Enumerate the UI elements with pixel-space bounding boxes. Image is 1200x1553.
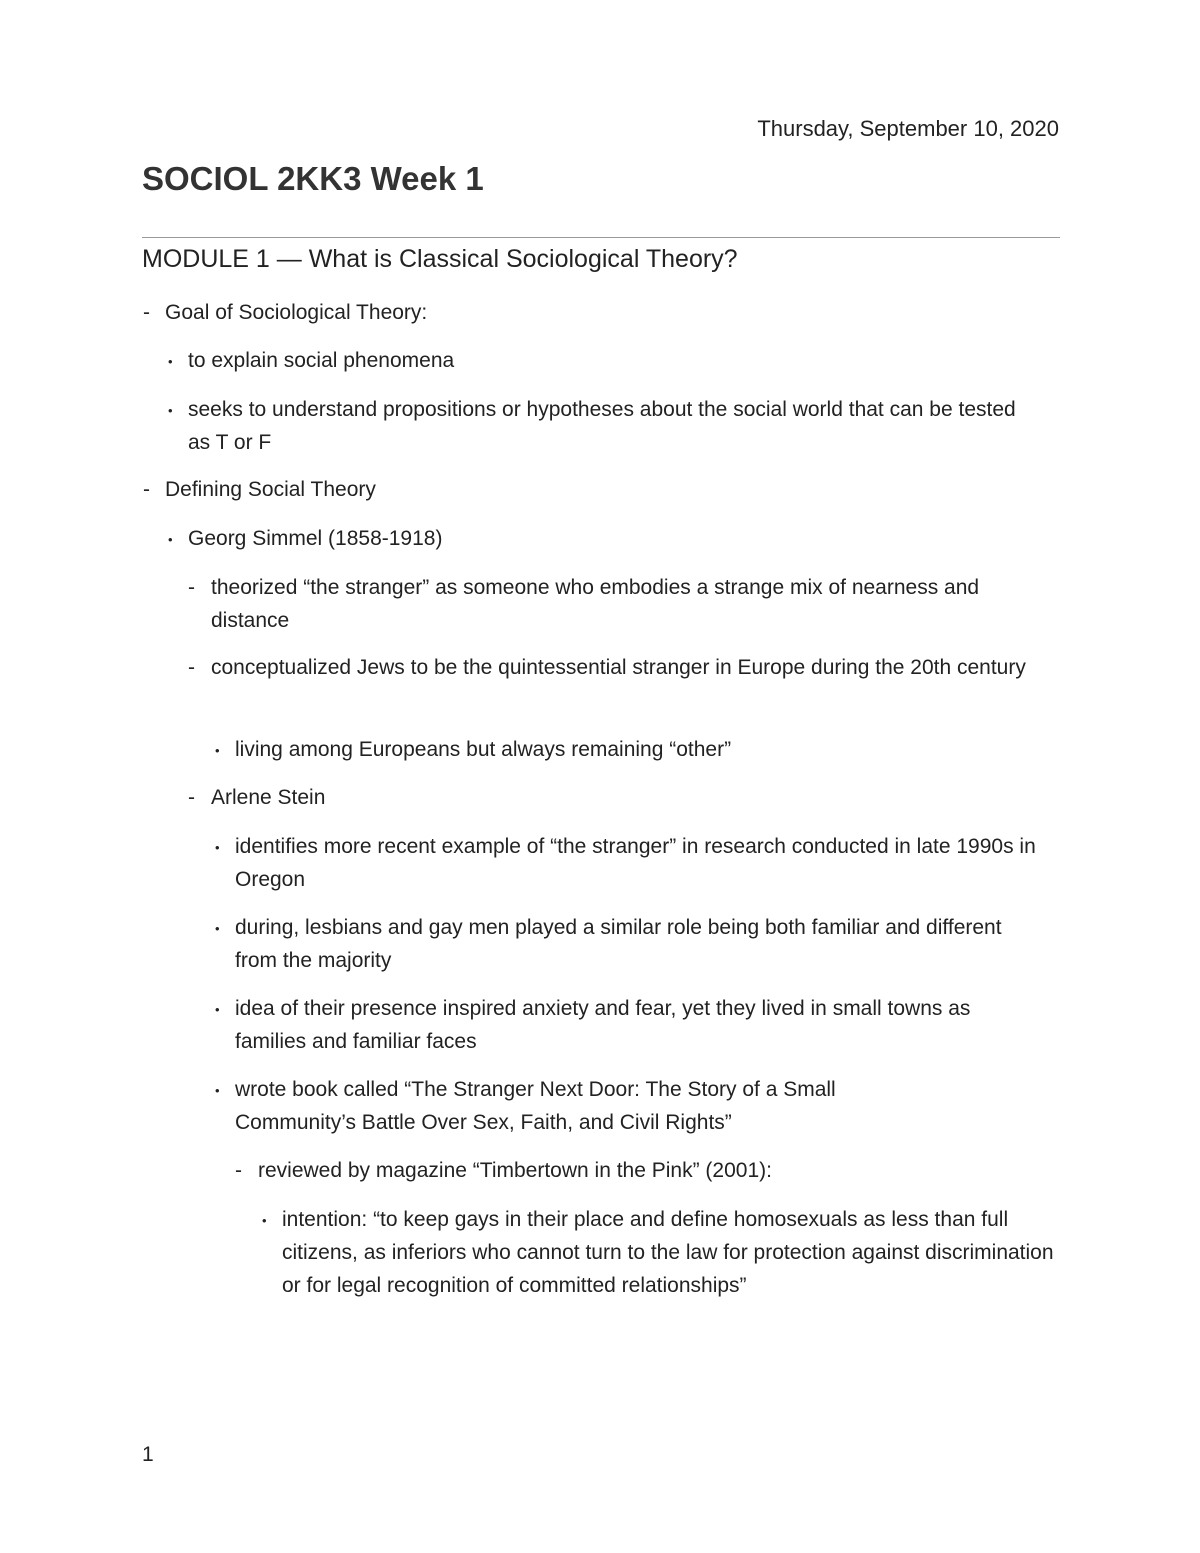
module-heading: MODULE 1 — What is Classical Sociological Theory? bbox=[142, 245, 738, 273]
list-item-text: wrote book called “The Stranger Next Door: The Story of a Small Community’s Battle Over Sex, Faith, and Civil Rights” bbox=[235, 1078, 836, 1134]
list-item-simmel bbox=[168, 522, 1048, 555]
list-item-text: living among Europeans but always remaining “other” bbox=[235, 738, 732, 761]
list-item-text: Georg Simmel (1858-1918) bbox=[188, 527, 443, 550]
list-item-goal-1 bbox=[168, 344, 1048, 377]
list-item-simmel-2a bbox=[215, 733, 1055, 766]
list-item-goal-2 bbox=[168, 393, 1038, 459]
bullet-marker: • bbox=[215, 1002, 220, 1017]
list-item-text: during, lesbians and gay men played a similar role being both familiar and different from the majority bbox=[235, 916, 1002, 972]
list-item-text: conceptualized Jews to be the quintessential stranger in Europe during the 20th century bbox=[211, 656, 1026, 679]
list-item-text: seeks to understand propositions or hypotheses about the social world that can be tested as T or F bbox=[188, 398, 1016, 454]
bullet-marker: • bbox=[215, 921, 220, 936]
bullet-marker: • bbox=[168, 532, 173, 547]
dash-marker: - bbox=[235, 1159, 242, 1182]
document-title: SOCIOL 2KK3 Week 1 bbox=[142, 160, 484, 197]
list-item-stein-4 bbox=[215, 1073, 935, 1139]
list-item-stein-3 bbox=[215, 992, 1045, 1058]
list-item-simmel-2 bbox=[188, 651, 1061, 684]
list-item-text: idea of their presence inspired anxiety and fear, yet they lived in small towns as families and familiar faces bbox=[235, 997, 971, 1053]
bullet-marker: • bbox=[168, 403, 173, 418]
title-divider bbox=[142, 237, 1060, 238]
list-item-text: to explain social phenomena bbox=[188, 349, 455, 372]
bullet-marker: • bbox=[168, 354, 173, 369]
list-item-text: theorized “the stranger” as someone who embodies a strange mix of nearness and distance bbox=[211, 576, 980, 632]
list-item-text: Arlene Stein bbox=[211, 786, 326, 809]
bullet-marker: • bbox=[262, 1213, 267, 1228]
list-item-stein-1 bbox=[215, 830, 1055, 896]
dash-marker: - bbox=[188, 656, 195, 679]
list-item-text: reviewed by magazine “Timbertown in the Pink” (2001): bbox=[258, 1159, 772, 1182]
list-item-simmel-1 bbox=[188, 571, 1051, 637]
list-item-stein-2 bbox=[215, 911, 1035, 977]
dash-marker: - bbox=[143, 301, 150, 324]
bullet-marker: • bbox=[215, 1083, 220, 1098]
bullet-marker: • bbox=[215, 840, 220, 855]
dash-marker: - bbox=[188, 786, 195, 809]
list-item-stein bbox=[188, 781, 1051, 814]
list-item-text: identifies more recent example of “the stranger” in research conducted in late 1990s in Oregon bbox=[235, 835, 1036, 891]
bullet-marker: • bbox=[215, 743, 220, 758]
list-item-text: Goal of Sociological Theory: bbox=[165, 301, 428, 324]
list-item-text: intention: “to keep gays in their place and define homosexuals as less than full citizens, as inferiors who cannot turn to the law for protection against discrimination or for legal recognition of committed relationships” bbox=[282, 1208, 1054, 1297]
page-number: 1 bbox=[142, 1443, 154, 1466]
list-item-defining bbox=[143, 473, 1045, 506]
dash-marker: - bbox=[143, 478, 150, 501]
document-date: Thursday, September 10, 2020 bbox=[757, 116, 1059, 141]
list-item-review-1 bbox=[262, 1203, 1067, 1302]
dash-marker: - bbox=[188, 576, 195, 599]
list-item-goal bbox=[143, 296, 1045, 329]
list-item-review bbox=[235, 1154, 1048, 1187]
list-item-text: Defining Social Theory bbox=[165, 478, 376, 501]
